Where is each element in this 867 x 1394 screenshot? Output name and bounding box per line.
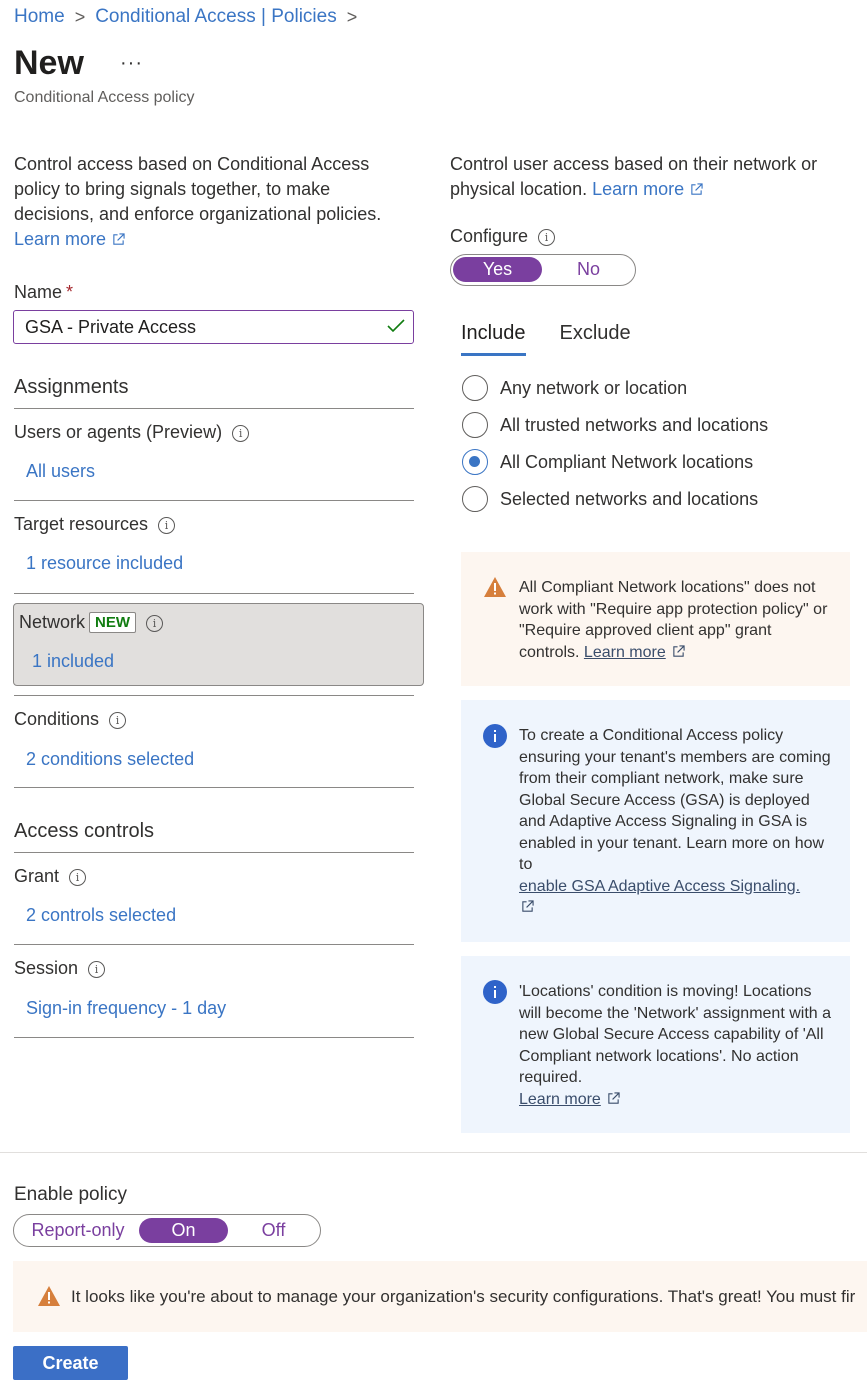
external-link-icon bbox=[112, 233, 125, 246]
radio-label: Any network or location bbox=[500, 377, 688, 398]
tab-include[interactable]: Include bbox=[461, 322, 526, 356]
info-icon[interactable]: i bbox=[88, 961, 105, 978]
network-description: Control user access based on their network or physical location. Learn more bbox=[450, 154, 818, 199]
enable-gsa-link[interactable]: enable GSA Adaptive Access Signaling. bbox=[519, 878, 800, 917]
warning-learn-more-link[interactable]: Learn more bbox=[584, 644, 685, 661]
assignments-heading: Assignments bbox=[14, 376, 129, 398]
warning-icon bbox=[483, 576, 507, 598]
divider bbox=[14, 500, 414, 501]
breadcrumb bbox=[14, 6, 367, 28]
page-subtitle: Conditional Access policy bbox=[14, 89, 195, 106]
intro-description: Control access based on Conditional Access policy to bring signals together, to make decisions, and enforce organizational policies. bbox=[14, 154, 382, 224]
network-learn-more-link[interactable]: Learn more bbox=[592, 179, 703, 199]
name-input[interactable] bbox=[13, 310, 414, 344]
radio-label: Selected networks and locations bbox=[500, 488, 759, 509]
report-only-option[interactable]: Report-only bbox=[31, 1220, 125, 1240]
checkmark-icon bbox=[387, 318, 405, 334]
include-exclude-tabs bbox=[461, 322, 631, 356]
grant-label: Grant i bbox=[14, 866, 86, 887]
new-badge: NEW bbox=[89, 612, 136, 633]
page-title: New bbox=[14, 44, 84, 82]
divider bbox=[14, 944, 414, 945]
create-button[interactable]: Create bbox=[13, 1346, 128, 1380]
info-icon[interactable]: i bbox=[146, 615, 163, 632]
configure-toggle[interactable] bbox=[450, 254, 636, 286]
session-label: Session i bbox=[14, 958, 105, 979]
network-label: Network NEW i bbox=[19, 612, 163, 633]
network-row-selected[interactable] bbox=[13, 603, 424, 686]
divider bbox=[14, 593, 414, 594]
radio-button[interactable] bbox=[462, 412, 488, 438]
name-label: Name * bbox=[14, 282, 74, 302]
breadcrumb-home[interactable]: Home bbox=[14, 6, 65, 27]
more-actions-button[interactable]: ··· bbox=[120, 52, 143, 74]
external-link-icon bbox=[521, 900, 534, 913]
radio-label: All trusted networks and locations bbox=[500, 414, 769, 435]
off-option[interactable]: Off bbox=[261, 1220, 286, 1240]
divider bbox=[14, 1037, 414, 1038]
target-resources-link[interactable]: 1 resource included bbox=[26, 553, 184, 573]
breadcrumb-policies[interactable]: Conditional Access | Policies bbox=[95, 6, 337, 27]
external-link-icon bbox=[690, 183, 703, 196]
info-text: To create a Conditional Access policy ensuring your tenant's members are coming from their compliant network, make sure Global Secure Access (GSA) is deployed and Adaptive Access Signaling in GSA is enabled in your tenant. Learn more on how to bbox=[519, 727, 831, 873]
info-icon[interactable]: i bbox=[158, 517, 175, 534]
radio-selected-networks[interactable] bbox=[462, 486, 758, 512]
info-icon[interactable]: i bbox=[538, 229, 555, 246]
configure-yes-option[interactable]: Yes bbox=[453, 257, 542, 282]
info-circle-icon bbox=[483, 980, 507, 1004]
warning-icon bbox=[37, 1285, 61, 1307]
intro-text bbox=[14, 152, 409, 252]
users-link[interactable]: All users bbox=[26, 461, 96, 481]
security-config-banner bbox=[13, 1261, 867, 1332]
access-controls-heading: Access controls bbox=[14, 820, 155, 842]
info-circle-icon bbox=[483, 724, 507, 748]
radio-any-network[interactable] bbox=[462, 375, 687, 401]
enable-policy-label: Enable policy bbox=[14, 1184, 128, 1205]
radio-button-selected[interactable] bbox=[462, 449, 488, 475]
radio-compliant-network[interactable] bbox=[462, 449, 753, 475]
divider bbox=[14, 408, 414, 409]
session-link[interactable]: Sign-in frequency - 1 day bbox=[26, 998, 227, 1018]
info-text: 'Locations' condition is moving! Locations will become the 'Network' assignment with a new Global Secure Access capability of 'All Compliant network locations'. No action required. bbox=[519, 983, 832, 1086]
locations-moving-message bbox=[461, 956, 850, 1133]
banner-text: It looks like you're about to manage your organization's security configurations. That's great! You must fir bbox=[71, 1287, 856, 1306]
external-link-icon bbox=[607, 1092, 620, 1105]
users-label: Users or agents (Preview) i bbox=[14, 422, 249, 443]
enable-policy-toggle[interactable] bbox=[13, 1214, 321, 1247]
configure-label: Configure i bbox=[450, 226, 555, 247]
radio-label: All Compliant Network locations bbox=[500, 451, 754, 472]
tab-exclude[interactable]: Exclude bbox=[559, 322, 631, 344]
configure-no-option[interactable]: No bbox=[576, 259, 600, 279]
external-link-icon bbox=[672, 645, 685, 658]
chevron-right-icon: > bbox=[346, 6, 358, 27]
compliant-network-warning bbox=[461, 552, 850, 686]
radio-button[interactable] bbox=[462, 375, 488, 401]
info-icon[interactable]: i bbox=[232, 425, 249, 442]
required-mark: * bbox=[66, 282, 74, 302]
target-resources-label: Target resources i bbox=[14, 514, 175, 535]
network-link[interactable]: 1 included bbox=[32, 651, 115, 671]
divider bbox=[14, 787, 414, 788]
locations-learn-more-link[interactable]: Learn more bbox=[519, 1091, 620, 1108]
info-icon[interactable]: i bbox=[69, 869, 86, 886]
divider bbox=[14, 852, 414, 853]
radio-button[interactable] bbox=[462, 486, 488, 512]
divider bbox=[0, 1152, 867, 1153]
info-icon[interactable]: i bbox=[109, 712, 126, 729]
conditions-label: Conditions i bbox=[14, 709, 126, 730]
gsa-info-message bbox=[461, 700, 850, 942]
name-input-value: GSA - Private Access bbox=[25, 317, 197, 337]
on-option[interactable]: On bbox=[139, 1218, 228, 1243]
conditions-link[interactable]: 2 conditions selected bbox=[26, 749, 195, 769]
grant-link[interactable]: 2 controls selected bbox=[26, 905, 177, 925]
radio-trusted-networks[interactable] bbox=[462, 412, 768, 438]
chevron-right-icon: > bbox=[74, 6, 86, 27]
intro-learn-more-link[interactable]: Learn more bbox=[14, 229, 125, 249]
warning-text: All Compliant Network locations" does not work with "Require app protection policy" or "Require approved client app" grant controls. bbox=[519, 579, 828, 661]
divider bbox=[14, 695, 414, 696]
